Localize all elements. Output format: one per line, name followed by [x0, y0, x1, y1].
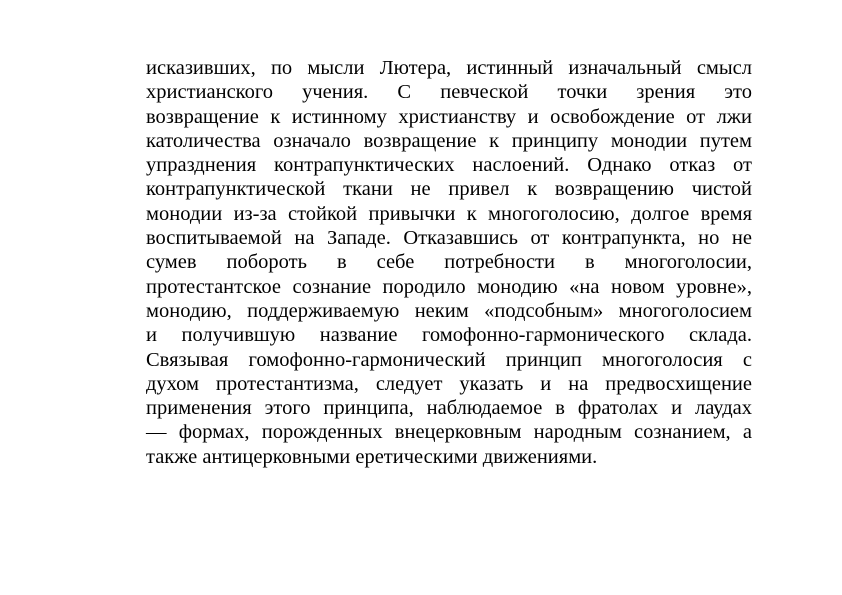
text-line: Связывая гомофонно-гармонический принцип многоголосия с [146, 348, 752, 371]
text-line: монодии из-за стойкой привычки к многоголосию, долгое время [146, 202, 752, 225]
text-line: католичества означало возвращение к принципу монодии путем [146, 129, 752, 152]
text-line: протестантское сознание породило монодию «на новом уровне», [146, 275, 752, 298]
text-line: исказивших, по мысли Лютера, истинный изначальный смысл [146, 57, 752, 79]
text-line: воспитываемой на Западе. Отказавшись от контрапункта, но не [146, 227, 752, 250]
text-line: и получившую название гомофонно-гармонического склада. [146, 324, 752, 347]
body-paragraph [146, 56, 752, 469]
text-line: сумев побороть в себе потребности в многоголосии, [146, 251, 752, 274]
text-line: — формах, порожденных внецерковным народным сознанием, а [146, 421, 752, 444]
text-line: контрапунктической ткани не привел к возвращению чистой [146, 178, 752, 201]
text-line: христианского учения. С певческой точки зрения это [146, 81, 752, 104]
text-line: монодию, поддерживаемую неким «подсобным» многоголосием [146, 299, 752, 322]
text-line: духом протестантизма, следует указать и на предвосхищение [146, 372, 752, 395]
text-line: упразднения контрапунктических наслоений. Однако отказ от [146, 154, 752, 177]
text-line: применения этого принципа, наблюдаемое в фратолах и лаудах [146, 397, 752, 420]
text-line: возвращение к истинному христианству и освобождение от лжи [146, 105, 752, 128]
text-line: также антицерковными еретическими движениями. [146, 445, 598, 468]
